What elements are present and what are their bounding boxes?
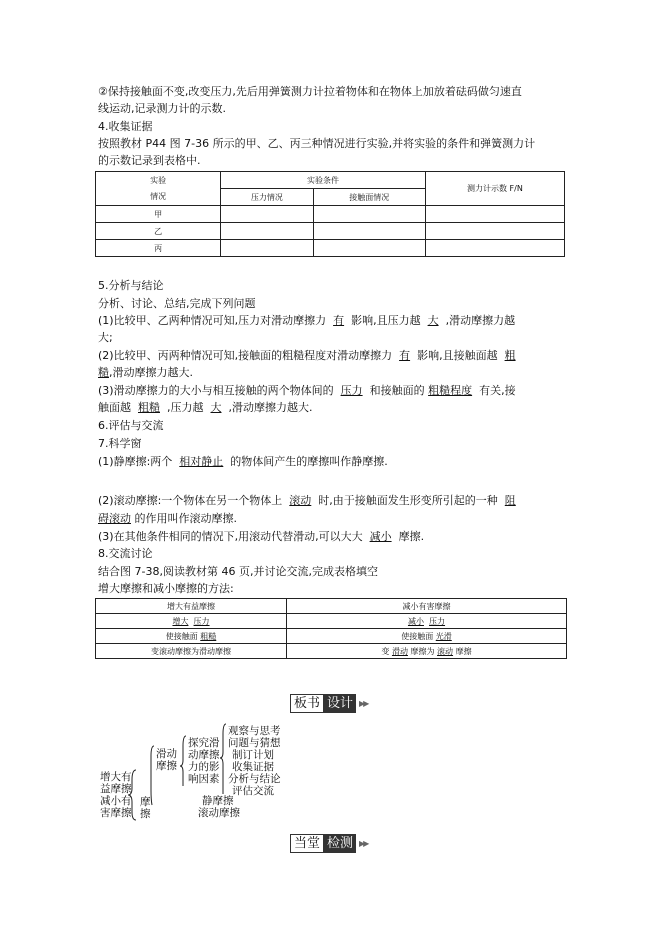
question-3: (3)滑动摩擦力的大小与相互接触的两个物体间的 压力 和接触面的 粗糙程度 有关,接 (98, 384, 516, 397)
text-line: 糙,滑动摩擦力越大. (98, 366, 193, 379)
section-heading: 5.分析与结论 (98, 279, 164, 292)
table-row: 乙 (96, 223, 565, 240)
section-heading: 6.评估与交流 (98, 419, 164, 432)
text-line: 碍滚动 的作用叫作滚动摩擦. (98, 512, 237, 525)
header-exp: 实验 (96, 172, 221, 189)
answer-blank: 有 (333, 314, 345, 327)
answer-blank: 减小 (369, 530, 392, 543)
double-arrow-icon: ▶▶ (359, 839, 368, 848)
board-step: 分析与结论 (228, 773, 281, 785)
answer-blank: 粗 (504, 349, 516, 362)
text-line: 线运动,记录测力计的示数. (98, 102, 226, 115)
text-line: ②保持接触面不变,改变压力,先后用弹簧测力计拉着物体和在物体上加放着砝码做匀速直 (98, 85, 522, 98)
header-decrease: 减小有害摩擦 (287, 599, 567, 614)
board-step: 观察与思考 (228, 725, 281, 737)
board-decrease-1: 减小有 (100, 795, 132, 807)
board-static: 静摩擦 (202, 795, 234, 807)
board-explore-4: 响因素 (188, 773, 220, 785)
science-2: (2)滚动摩擦:一个物体在另一个物体上 滚动 时,由于接触面发生形变所引起的一种 阻 (98, 494, 516, 507)
bracket-icon (180, 736, 186, 786)
answer-blank: 有 (399, 349, 411, 362)
table-row: 变滚动摩擦为滑动摩擦 变 滑动 摩擦为 滚动 摩擦 (96, 644, 567, 659)
board-increase-2: 益摩擦 (100, 783, 132, 795)
answer-blank: 阻 (504, 494, 516, 507)
section-heading: 8.交流讨论 (98, 547, 153, 560)
text-line: 结合图 7-38,阅读教材第 46 页,并讨论交流,完成表格填空 (98, 565, 378, 578)
board-decrease-2: 害摩擦 (100, 807, 132, 819)
answer-blank: 碍滚动 (98, 512, 131, 525)
board-increase-1: 增大有 (100, 771, 132, 783)
table-row: 甲 (96, 206, 565, 223)
board-sliding-1: 滑动 (156, 748, 177, 760)
double-arrow-icon: ▶▶ (359, 699, 368, 708)
header-pressure: 压力情况 (221, 189, 313, 206)
science-1: (1)静摩擦:两个 相对静止 的物体间产生的摩擦叫作静摩擦. (98, 455, 388, 468)
answer-blank: 大 (427, 314, 439, 327)
question-2: (2)比较甲、丙两种情况可知,接触面的粗糙程度对滑动摩擦力 有 影响,且接触面越 粗 (98, 349, 516, 362)
text-line: 分析、讨论、总结,完成下列问题 (98, 297, 256, 310)
board-friction-1: 摩 (140, 796, 151, 808)
board-explore-1: 探究滑 (188, 737, 220, 749)
board-step: 问题与猜想 (228, 737, 281, 749)
header-reading: 测力计示数 F/N (425, 172, 564, 206)
answer-blank: 粗糙程度 (428, 384, 473, 397)
text-line: 按照教材 P44 图 7-36 所示的甲、乙、丙三种情况进行实验,并将实验的条件和弹簧测力计 (98, 137, 536, 150)
bracket-icon (151, 746, 154, 805)
text-line: 的示数记录到表格中. (98, 154, 201, 167)
bracket-icon (128, 770, 136, 820)
answer-blank: 滚动 (289, 494, 312, 507)
board-friction-2: 擦 (140, 808, 151, 820)
text-line: 触面越 粗糙 ,压力越 大 ,滑动摩擦力越大. (98, 401, 313, 414)
header-case: 情况 (96, 189, 221, 206)
science-3: (3)在其他条件相同的情况下,用滚动代替滑动,可以大大 减小 摩擦. (98, 530, 425, 543)
bracket-icon (220, 724, 226, 794)
board-step: 制订计划 (232, 749, 274, 761)
answer-blank: 相对静止 (179, 455, 224, 468)
board-step: 收集证据 (232, 761, 274, 773)
board-step: 评估交流 (232, 785, 274, 797)
section-heading: 4.收集证据 (98, 120, 153, 133)
table-row: 增大 压力 减小 压力 (96, 614, 567, 629)
table-row: 丙 (96, 240, 565, 257)
header-surface: 接触面情况 (313, 189, 425, 206)
answer-blank: 糙 (98, 366, 109, 379)
answer-blank: 大 (210, 401, 222, 414)
board-rolling: 滚动摩擦 (198, 807, 240, 819)
text-line: 增大摩擦和减小摩擦的方法: (98, 582, 234, 595)
question-1: (1)比较甲、乙两种情况可知,压力对滑动摩擦力 有 影响,且压力越 大 ,滑动摩擦力越 (98, 314, 516, 327)
section-heading: 7.科学窗 (98, 437, 142, 450)
board-sliding-2: 摩擦 (156, 760, 177, 772)
header-conditions: 实验条件 (221, 172, 426, 189)
table-row: 使接触面 粗糙 使接触面 光滑 (96, 629, 567, 644)
header-increase: 增大有益摩擦 (96, 599, 287, 614)
board-design-banner: 板书 设计 ▶▶ (290, 694, 367, 713)
answer-blank: 粗糙 (138, 401, 160, 414)
answer-blank: 压力 (340, 384, 363, 397)
in-class-test-banner: 当堂 检测 ▶▶ (290, 834, 367, 853)
board-explore-3: 力的影 (188, 761, 220, 773)
text-line: 大; (98, 331, 113, 344)
board-explore-2: 动摩擦 (188, 749, 220, 761)
